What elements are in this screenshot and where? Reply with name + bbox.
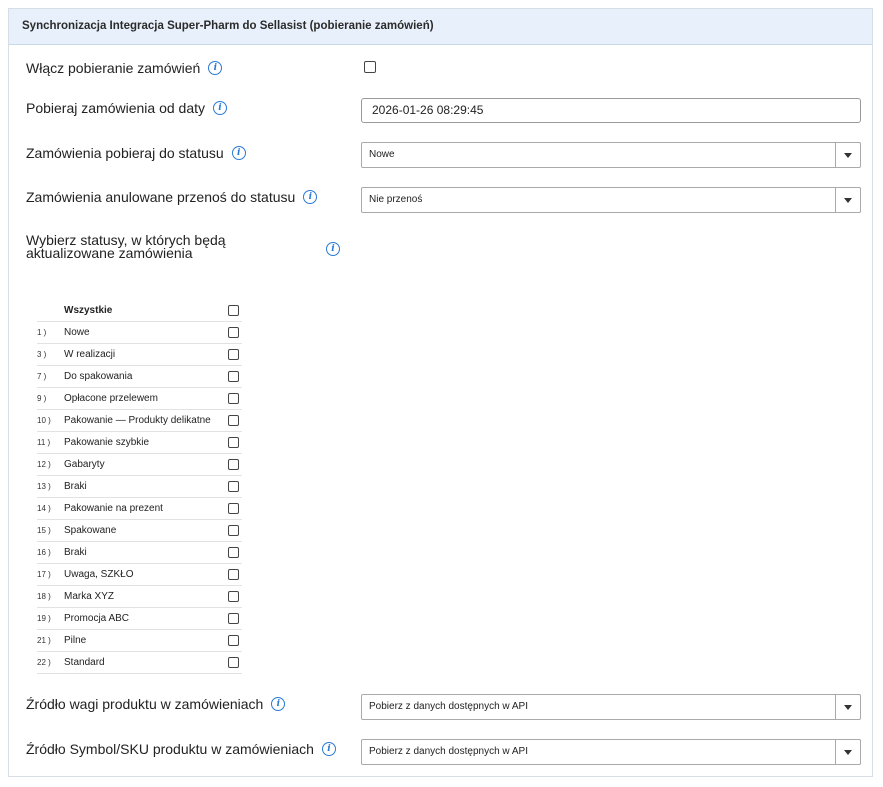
status-number: 1 ) xyxy=(37,328,47,337)
status-name: Braki xyxy=(64,547,87,558)
status-number: 15 ) xyxy=(37,526,51,535)
status-number: 11 ) xyxy=(37,438,51,447)
status-row xyxy=(37,652,242,674)
status-checkbox[interactable] xyxy=(228,393,239,404)
sku-source-row xyxy=(26,741,336,757)
cancelled-status-value: Nie przenoś xyxy=(369,194,423,205)
status-checkbox[interactable] xyxy=(228,569,239,580)
cancelled-status-label: Zamówienia anulowane przenoś do statusu xyxy=(26,189,296,205)
status-name: Pilne xyxy=(64,635,87,646)
status-row xyxy=(37,388,242,410)
cancelled-status-select[interactable] xyxy=(361,187,861,213)
update-statuses-row xyxy=(26,234,326,264)
status-number: 12 ) xyxy=(37,460,51,469)
status-number: 19 ) xyxy=(37,614,51,623)
status-checkbox[interactable] xyxy=(228,437,239,448)
to-status-value: Nowe xyxy=(369,149,395,160)
status-row xyxy=(37,366,242,388)
status-all-checkbox[interactable] xyxy=(228,305,239,316)
status-name: Pakowanie szybkie xyxy=(64,437,150,448)
chevron-down-icon[interactable] xyxy=(835,188,860,212)
weight-source-select[interactable] xyxy=(361,694,861,720)
info-icon[interactable]: i xyxy=(326,242,340,256)
status-checkbox[interactable] xyxy=(228,371,239,382)
status-row xyxy=(37,322,242,344)
status-number: 16 ) xyxy=(37,548,51,557)
status-checkbox[interactable] xyxy=(228,525,239,536)
status-number: 13 ) xyxy=(37,482,51,491)
status-checkbox[interactable] xyxy=(228,481,239,492)
status-all-row xyxy=(37,300,242,322)
update-statuses-label: Wybierz statusy, w których będą aktualizowane zamówienia xyxy=(26,232,226,261)
status-name: Marka XYZ xyxy=(64,591,115,602)
status-row xyxy=(37,564,242,586)
sku-source-label: Źródło Symbol/SKU produktu w zamówieniach xyxy=(26,741,314,757)
status-row xyxy=(37,454,242,476)
to-status-label: Zamówienia pobieraj do statusu xyxy=(26,145,224,161)
status-number: 17 ) xyxy=(37,570,51,579)
status-all-label: Wszystkie xyxy=(64,305,113,316)
from-date-label: Pobieraj zamówienia od daty xyxy=(26,100,205,116)
status-row xyxy=(37,586,242,608)
status-checkbox[interactable] xyxy=(228,415,239,426)
status-name: Nowe xyxy=(64,327,90,338)
status-checkbox[interactable] xyxy=(228,591,239,602)
sku-source-value: Pobierz z danych dostępnych w API xyxy=(369,746,528,757)
status-name: Uwaga, SZKŁO xyxy=(64,569,134,580)
status-checkbox[interactable] xyxy=(228,547,239,558)
status-number: 21 ) xyxy=(37,636,51,645)
chevron-down-icon[interactable] xyxy=(835,143,860,167)
status-row xyxy=(37,630,242,652)
from-date-input[interactable]: 2026-01-26 08:29:45 xyxy=(361,98,861,123)
info-icon[interactable]: i xyxy=(303,190,317,204)
status-checkbox[interactable] xyxy=(228,327,239,338)
status-checkbox[interactable] xyxy=(228,635,239,646)
info-icon[interactable]: i xyxy=(213,101,227,115)
status-number: 7 ) xyxy=(37,372,47,381)
enable-download-row xyxy=(26,60,222,76)
info-icon[interactable]: i xyxy=(208,61,222,75)
to-status-select[interactable] xyxy=(361,142,861,168)
status-list xyxy=(37,300,242,674)
status-checkbox[interactable] xyxy=(228,657,239,668)
status-name: Do spakowania xyxy=(64,371,133,382)
status-name: W realizacji xyxy=(64,349,116,360)
status-number: 10 ) xyxy=(37,416,51,425)
sku-source-select[interactable] xyxy=(361,739,861,765)
status-name: Pakowanie na prezent xyxy=(64,503,163,514)
status-name: Pakowanie — Produkty delikatne xyxy=(64,415,211,426)
info-icon[interactable]: i xyxy=(322,742,336,756)
status-checkbox[interactable] xyxy=(228,459,239,470)
status-number: 18 ) xyxy=(37,592,51,601)
status-row xyxy=(37,432,242,454)
status-row xyxy=(37,410,242,432)
chevron-down-icon[interactable] xyxy=(835,740,860,764)
status-name: Gabaryty xyxy=(64,459,105,470)
cancelled-status-row xyxy=(26,189,317,205)
weight-source-value: Pobierz z danych dostępnych w API xyxy=(369,701,528,712)
status-row xyxy=(37,542,242,564)
status-row xyxy=(37,608,242,630)
weight-source-label: Źródło wagi produktu w zamówieniach xyxy=(26,696,264,712)
weight-source-row xyxy=(26,696,285,712)
panel-title: Synchronizacja Integracja Super-Pharm do Sellasist (pobieranie zamówień) xyxy=(9,9,872,45)
info-icon[interactable]: i xyxy=(232,146,246,160)
status-number: 22 ) xyxy=(37,658,51,667)
status-name: Braki xyxy=(64,481,87,492)
status-checkbox[interactable] xyxy=(228,613,239,624)
status-number: 14 ) xyxy=(37,504,51,513)
status-name: Standard xyxy=(64,657,105,668)
chevron-down-icon[interactable] xyxy=(835,695,860,719)
status-number: 9 ) xyxy=(37,394,47,403)
from-date-row xyxy=(26,100,227,116)
enable-download-label: Włącz pobieranie zamówień xyxy=(26,60,201,76)
info-icon[interactable]: i xyxy=(271,697,285,711)
status-checkbox[interactable] xyxy=(228,503,239,514)
status-name: Promocja ABC xyxy=(64,613,130,624)
status-row xyxy=(37,344,242,366)
status-row xyxy=(37,520,242,542)
status-name: Opłacone przelewem xyxy=(64,393,158,404)
enable-download-checkbox[interactable] xyxy=(364,61,376,73)
status-row xyxy=(37,476,242,498)
status-row xyxy=(37,498,242,520)
to-status-row xyxy=(26,145,246,161)
status-number: 3 ) xyxy=(37,350,47,359)
status-name: Spakowane xyxy=(64,525,117,536)
status-checkbox[interactable] xyxy=(228,349,239,360)
